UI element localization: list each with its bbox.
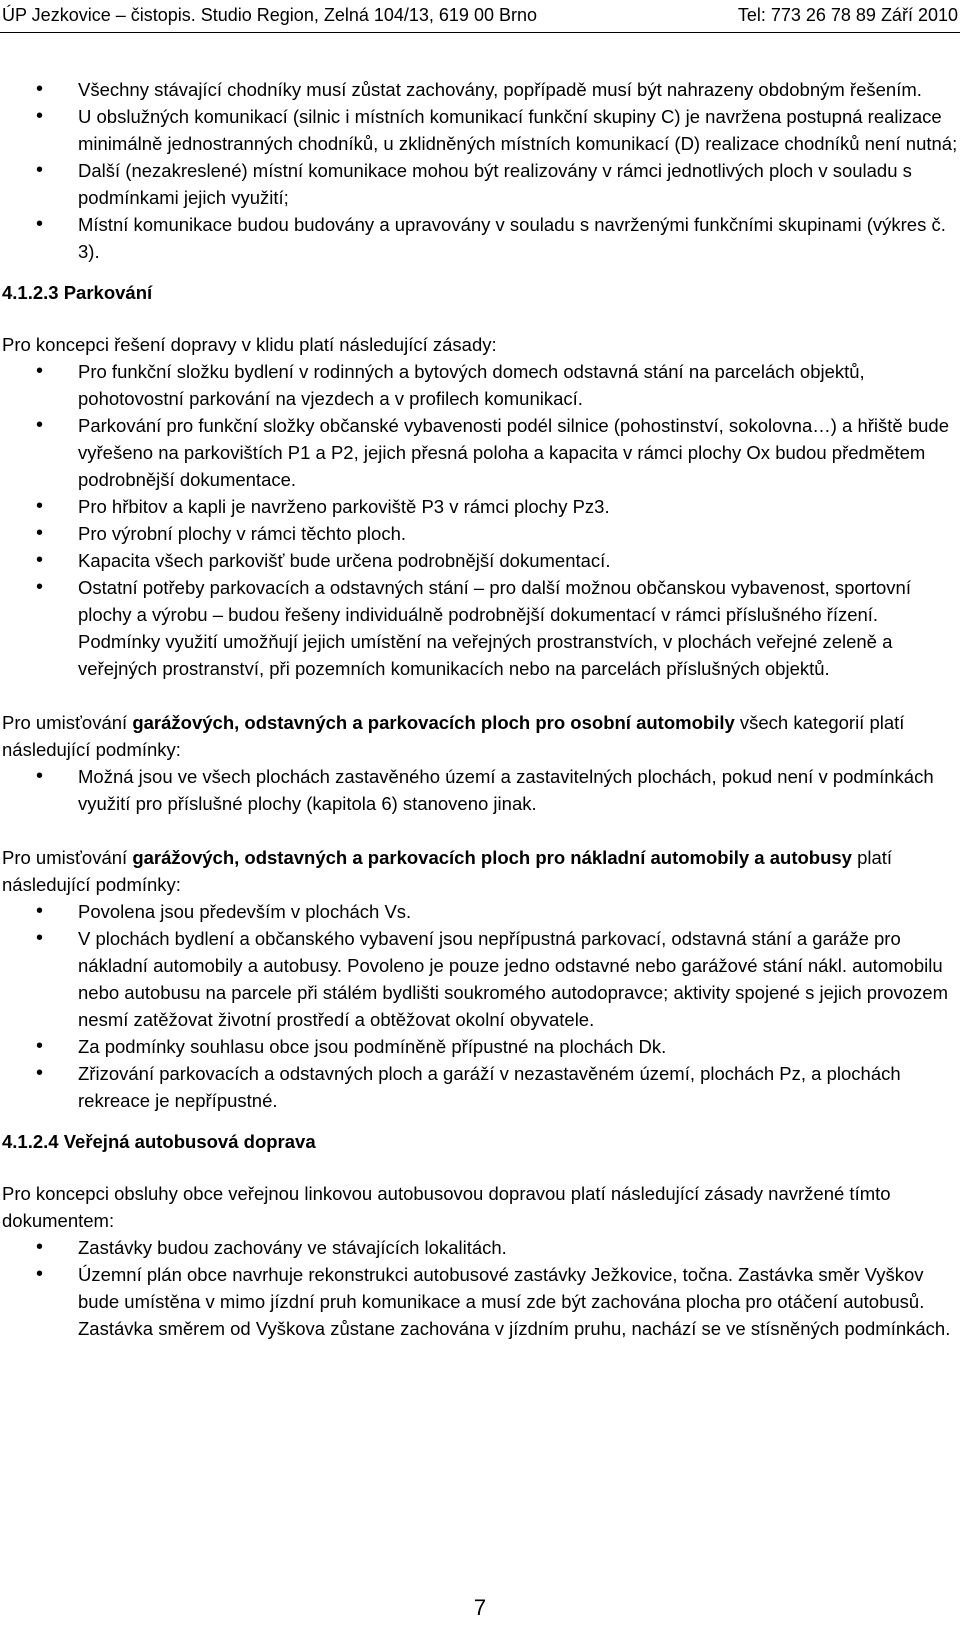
list-item: • Územní plán obce navrhuje rekonstrukci autobusové zastávky Ježkovice, točna. Zastávka směr Vyškov bude umístěna v mimo jízdní pruh komunikace a musí zde být zachována plocha pro otáčení autobusů. Zastávka směrem od Vyškova zůstane zachována v jízdním pruhu, nachází se ve stísněných podmínkách. [0, 1261, 958, 1342]
trucks-post-text: platí následující podmínky: [2, 847, 893, 895]
list-item: • Za podmínky souhlasu obce jsou podmíněně přípustné na plochách Dk. [0, 1033, 958, 1060]
cars-paragraph [0, 709, 958, 763]
document-body [0, 76, 958, 1342]
list-item: • Pro funkční složku bydlení v rodinných a bytových domech odstavná stání na parcelách objektů, pohotovostní parkování na vjezdech a v profilech komunikací. [0, 358, 958, 412]
cars-pre-text: Pro umisťování [2, 712, 133, 733]
bus-rules-list [0, 1234, 958, 1342]
list-item: • Ostatní potřeby parkovacích a odstavných stání – pro další možnou občanskou vybavenost, sportovní plochy a výrobu – budou řešeny individuálně podrobnější dokumentací v rámci příslušného řízení. Podmínky využití umožňují jejich umístění na veřejných prostranstvích, v plochách veřejné zeleně a veřejných prostranství, při pozemních komunikacích nebo na parcelách příslušných objektů. [0, 574, 958, 682]
header-right-text: Tel: 773 26 78 89 Září 2010 [737, 5, 958, 25]
list-item: • Parkování pro funkční složky občanské vybavenosti podél silnice (pohostinství, sokolovna…) a hřiště bude vyřešeno na parkovištích P1 a P2, jejich přesná poloha a kapacita v rámci plochy Ox budou předmětem podrobnější dokumentace. [0, 412, 958, 493]
list-item: • Pro výrobní plochy v rámci těchto ploch. [0, 520, 958, 547]
list-item: • U obslužných komunikací (silnic i místních komunikací funkční skupiny C) je navržena postupná realizace minimálně jednostranných chodníků, u zklidněných místních komunikací (D) realizace chodníků není nutná; [0, 103, 958, 157]
page-number: 7 [473, 1595, 487, 1620]
sidewalk-rules-list [0, 76, 958, 265]
page-header [0, 0, 960, 33]
trucks-paragraph [0, 844, 958, 898]
list-item: • Místní komunikace budou budovány a upravovány v souladu s navrženými funkčními skupinami (výkres č. 3). [0, 211, 958, 265]
parking-intro: Pro koncepci řešení dopravy v klidu platí následující zásady: [2, 334, 497, 355]
trucks-bold-text: garážových, odstavných a parkovacích ploch pro nákladní automobily a autobusy [132, 847, 852, 868]
list-item: • Další (nezakreslené) místní komunikace mohou být realizovány v rámci jednotlivých ploch v souladu s podmínkami jejich využití; [0, 157, 958, 211]
list-item: • Možná jsou ve všech plochách zastavěného území a zastavitelných plochách, pokud není v podmínkách využití pro příslušné plochy (kapitola 6) stanoveno jinak. [0, 763, 958, 817]
parking-rules-list [0, 358, 958, 682]
list-item: • Všechny stávající chodníky musí zůstat zachovány, popřípadě musí být nahrazeny obdobným řešením. [0, 76, 958, 103]
list-item: • V plochách bydlení a občanského vybavení jsou nepřípustná parkovací, odstavná stání a garáže pro nákladní automobily a autobusy. Povoleno je pouze jedno odstavné nebo garážové stání nákl. automobilu nebo autobusu na parcele při stálém bydlišti soukromého autodopravce; aktivity spojené s jejich provozem nesmí zatěžovat životní prostředí a obtěžovat okolní obyvatele. [0, 925, 958, 1033]
cars-rules-list [0, 763, 958, 817]
list-item: • Zřizování parkovacích a odstavných ploch a garáží v nezastavěném území, plochách Pz, a plochách rekreace je nepřípustné. [0, 1060, 958, 1114]
trucks-rules-list [0, 898, 958, 1114]
list-item: • Kapacita všech parkovišť bude určena podrobnější dokumentací. [0, 547, 958, 574]
list-item: • Povolena jsou především v plochách Vs. [0, 898, 958, 925]
list-item: • Zastávky budou zachovány ve stávajících lokalitách. [0, 1234, 958, 1261]
bus-intro: Pro koncepci obsluhy obce veřejnou linkovou autobusovou dopravou platí následující zásady navržené tímto dokumentem: [2, 1183, 891, 1231]
cars-post-text: všech kategorií platí následující podmínky: [2, 712, 905, 760]
header-left-text: ÚP Jezkovice – čistopis. Studio Region, Zelná 104/13, 619 00 Brno [2, 5, 537, 25]
cars-bold-text: garážových, odstavných a parkovacích ploch pro osobní automobily [132, 712, 735, 733]
list-item: • Pro hřbitov a kapli je navrženo parkoviště P3 v rámci plochy Pz3. [0, 493, 958, 520]
section-heading-parking: 4.1.2.3 Parkování [2, 282, 153, 303]
trucks-pre-text: Pro umisťování [2, 847, 133, 868]
section-heading-bus: 4.1.2.4 Veřejná autobusová doprava [2, 1131, 316, 1152]
